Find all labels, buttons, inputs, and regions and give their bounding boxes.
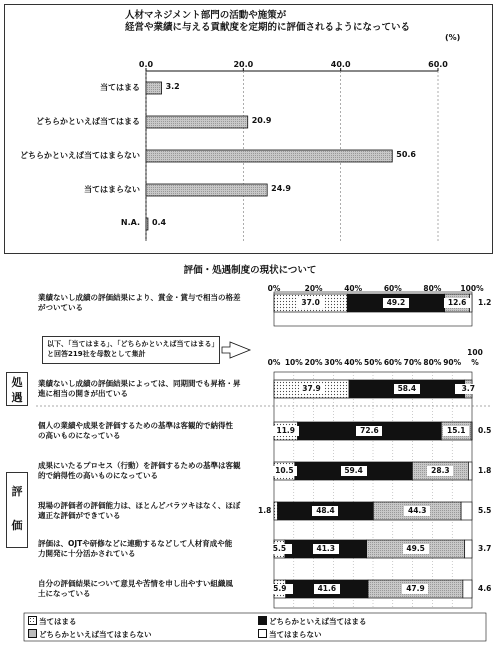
legend-swatch: [28, 616, 37, 625]
row-label-line: 的で納得性の高いものになっている: [38, 471, 158, 480]
data-label: 24.9: [271, 184, 291, 193]
legend-item: [258, 616, 367, 627]
legend-swatch: [258, 616, 267, 625]
side-label-evaluation: [6, 472, 28, 548]
data-label: 37.9: [299, 384, 325, 394]
x-tick-label: 100: [467, 348, 483, 357]
side-char: 価: [11, 519, 23, 532]
row-label-line: 力開発に十分活かされている: [38, 549, 136, 558]
row-label: [38, 539, 268, 559]
category-label: 当てはまらない: [84, 185, 140, 194]
data-label: 5.5: [266, 544, 292, 554]
x-tick-label: 60.0: [428, 60, 448, 69]
data-label: 20.9: [251, 116, 272, 125]
bar-segment: [461, 502, 472, 520]
x-tick-label: 10%: [284, 358, 303, 367]
data-label: 41.6: [314, 584, 340, 594]
x-tick-label: 80%: [423, 358, 442, 367]
data-label: 44.3: [404, 506, 430, 516]
bar-segment: [468, 462, 472, 480]
legend-label: どちらかといえば当てはまらない: [39, 630, 152, 639]
data-label: 59.4: [341, 466, 367, 476]
data-label: 72.6: [356, 426, 382, 436]
legend-label: 当てはまらない: [269, 630, 322, 639]
data-label: 48.4: [312, 506, 338, 516]
bar-segment: [465, 540, 472, 558]
data-label: 3.7: [455, 384, 481, 394]
category-label: どちらかといえば当てはまらない: [20, 151, 140, 160]
row-label-line: 成果にいたるプロセス（行動）を評価するための基準は客観: [38, 461, 241, 470]
x-tick-label: 20%: [304, 358, 323, 367]
row-label: [38, 461, 268, 481]
x-tick-label: 70%: [403, 358, 422, 367]
x-tick-label: 30%: [324, 358, 343, 367]
side-char: 評: [11, 485, 23, 498]
row-label-line: 土になっている: [38, 589, 91, 598]
category-label: 当てはまる: [100, 83, 140, 92]
data-label: 41.3: [313, 544, 339, 554]
chart-title-bottom: 評価・処遇制度の現状について: [183, 265, 317, 276]
data-label: 28.3: [427, 466, 453, 476]
data-label: 58.4: [394, 384, 420, 394]
data-label: 49.5: [403, 544, 429, 554]
legend-swatch: [258, 629, 267, 638]
data-label: 12.6: [444, 298, 470, 308]
side-char: 処: [11, 376, 23, 389]
data-label: 5.5: [478, 506, 492, 515]
title-line-1: 人材マネジメント部門の活動や施策が: [125, 10, 287, 21]
row-label-line: 業績ないし成績の評価結果によっては、同期間でも昇格・昇: [38, 379, 241, 388]
data-label: 15.1: [443, 426, 469, 436]
category-label: N.A.: [120, 218, 140, 227]
x-tick-label: 60%: [383, 284, 402, 293]
data-label: 11.9: [273, 426, 299, 436]
x-tick-label: 100%: [460, 284, 484, 293]
data-label: 3.2: [165, 82, 180, 91]
row-label-line: 適正な評価ができている: [38, 511, 121, 520]
side-char: 遇: [11, 391, 23, 404]
data-label: 4.6: [478, 584, 492, 593]
row-label-line: 個人の業績や成果を評価するための基準は客観的で納得性: [38, 421, 233, 430]
row-label-line: 現場の評価者の評価能力は、ほとんどバラツキはなく、ほぼ: [38, 501, 241, 510]
x-tick-label: 40%: [344, 358, 363, 367]
legend-item: [28, 616, 77, 627]
data-label: 1.2: [478, 298, 492, 307]
row-label-line: がついている: [38, 303, 83, 312]
data-label: 49.2: [383, 298, 409, 308]
x-tick-label: 40%: [344, 284, 363, 293]
x-tick-label: 40.0: [330, 60, 351, 69]
side-label-treatment: [6, 372, 28, 406]
data-label: 1.8: [258, 506, 272, 515]
row-label-line: 自分の評価結果について意見や苦情を申し出やすい組織風: [38, 579, 233, 588]
data-label: 0.4: [151, 218, 167, 227]
row-label: [38, 293, 268, 313]
data-label: 50.6: [396, 150, 416, 159]
legend-swatch: [28, 629, 37, 638]
row-label-line: 進に相当の開きが出ている: [38, 389, 128, 398]
category-label: どちらかといえば当てはまる: [36, 117, 140, 126]
row-label: [38, 379, 268, 399]
data-label: 47.9: [402, 584, 428, 594]
data-label: 5.9: [267, 584, 293, 594]
row-label-line: 業績ないし成績の評価結果により、賞金・賞与で相当の格差: [38, 293, 241, 302]
data-label: 3.7: [478, 544, 492, 553]
x-tick-label: 90%: [443, 358, 462, 367]
x-tick-label: 0%: [267, 284, 281, 293]
row-label: [38, 579, 268, 599]
bar-segment: [471, 422, 472, 440]
row-label-line: の高いものになっている: [38, 431, 121, 440]
row-label-line: 評価は、OJTや研修などに連動するなどして人材育成や能: [38, 539, 233, 548]
x-tick-label: 60%: [383, 358, 402, 367]
x-tick-label: 80%: [423, 284, 442, 293]
note-box: 以下、「当てはまる」、「どちらかといえば当てはまる」と回答219社を母数として集計: [42, 336, 220, 364]
bar-segment: [274, 502, 278, 520]
row-label: [38, 501, 268, 521]
title-line-2: 経営や業績に与える貢献度を定期的に評価されるようになっている: [125, 22, 411, 33]
legend-label: どちらかといえば当てはまる: [269, 617, 367, 626]
data-label: 1.8: [478, 466, 492, 475]
legend-item: [28, 629, 152, 640]
bar-segment: [463, 580, 472, 598]
data-label: 37.0: [298, 298, 324, 308]
x-tick-label: 0.0: [138, 60, 154, 69]
x-tick-label: 20%: [304, 284, 323, 293]
data-label: 10.5: [271, 466, 297, 476]
x-tick-label: 20.0: [233, 60, 254, 69]
data-label: 0.5: [478, 426, 492, 435]
arrow-icon: [222, 342, 250, 358]
x-tick-label: %: [471, 358, 479, 367]
x-tick-label: 50%: [364, 358, 382, 367]
x-tick-label: 0%: [267, 358, 281, 367]
unit-label: (%): [445, 33, 461, 42]
row-label: [38, 421, 268, 441]
legend-item: [258, 629, 322, 640]
legend-label: 当てはまる: [39, 617, 77, 626]
